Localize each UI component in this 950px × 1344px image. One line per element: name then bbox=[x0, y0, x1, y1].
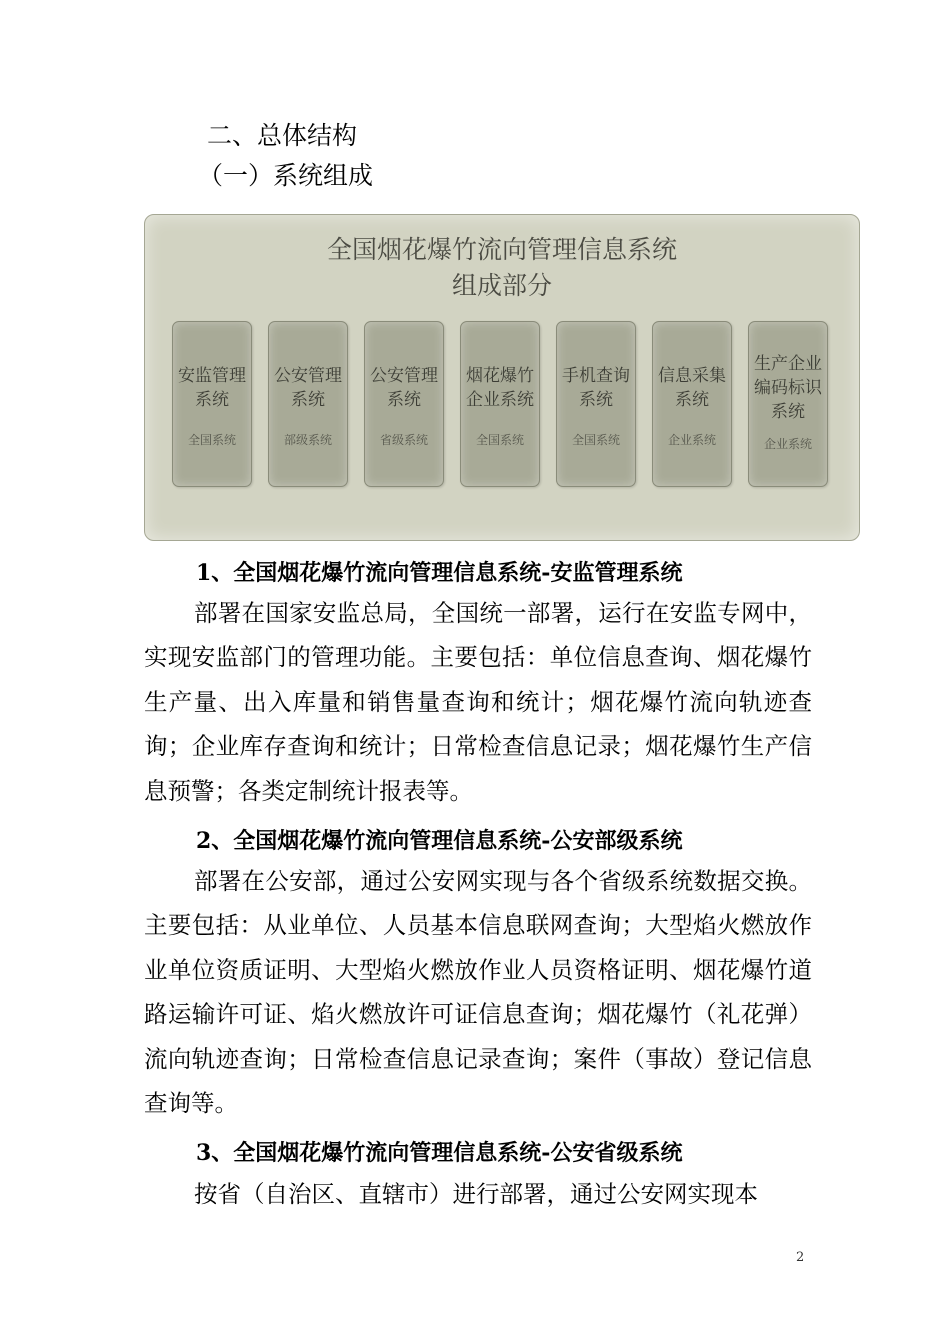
section-2-heading: 2、全国烟花爆竹流向管理信息系统-公安部级系统 bbox=[196, 828, 683, 854]
subsection-heading-system-composition: （一）系统组成 bbox=[198, 161, 374, 190]
diagram-box-subtitle: 全国系统 bbox=[187, 433, 236, 447]
system-composition-diagram bbox=[144, 214, 860, 541]
diagram-box-title: 公安管理 系统 bbox=[370, 366, 438, 410]
diagram-box-subtitle: 部级系统 bbox=[283, 433, 332, 447]
diagram-box-subtitle: 省级系统 bbox=[379, 433, 428, 447]
diagram-title-line1: 全国烟花爆竹流向管理信息系统 bbox=[326, 235, 677, 264]
diagram-box-title: 信息采集 系统 bbox=[658, 366, 726, 410]
diagram-box-info-collection bbox=[652, 321, 732, 487]
diagram-box-mobile-query bbox=[556, 321, 636, 487]
diagram-box-police-province bbox=[364, 321, 444, 487]
page-number: 2 bbox=[796, 1250, 805, 1265]
diagram-box-enterprise bbox=[460, 321, 540, 487]
diagram-title-line2: 组成部分 bbox=[451, 271, 552, 300]
diagram-box-title: 公安管理 系统 bbox=[274, 366, 342, 410]
diagram-box-police-ministry bbox=[268, 321, 348, 487]
diagram-box-subtitle: 企业系统 bbox=[763, 437, 812, 451]
diagram-box-title: 生产企业 编码标识 系统 bbox=[754, 354, 822, 422]
diagram-box-title: 手机查询 系统 bbox=[562, 366, 630, 410]
section-heading-overall-structure: 二、总体结构 bbox=[207, 121, 358, 150]
section-2-body: 部署在公安部，通过公安网实现与各个省级系统数据交换。主要包括：从业单位、人员基本信息联网查询；大型焰火燃放作业单位资质证明、大型焰火燃放作业人员资格证明、烟花爆竹道路运输许可证、焰火燃放许可证信息查询；烟花爆竹（礼花弹）流向轨迹查询；日常检查信息记录查询；案件（事故）登记信息查询等。 bbox=[144, 867, 812, 1118]
section-3-heading: 3、全国烟花爆竹流向管理信息系统-公安省级系统 bbox=[196, 1140, 683, 1166]
diagram-box-safety-supervision bbox=[172, 321, 252, 487]
diagram-box-subtitle: 全国系统 bbox=[475, 433, 524, 447]
diagram-box-coding-identification bbox=[748, 321, 828, 487]
diagram-box-subtitle: 全国系统 bbox=[571, 433, 620, 447]
section-3-body: 按省（自治区、直辖市）进行部署，通过公安网实现本 bbox=[194, 1180, 758, 1208]
diagram-box-title: 安监管理 系统 bbox=[178, 366, 246, 410]
section-1-heading: 1、全国烟花爆竹流向管理信息系统-安监管理系统 bbox=[196, 560, 683, 586]
diagram-box-subtitle: 企业系统 bbox=[667, 433, 716, 447]
section-1-body: 部署在国家安监总局，全国统一部署，运行在安监专网中，实现安监部门的管理功能。主要包括：单位信息查询、烟花爆竹生产量、出入库量和销售量查询和统计；烟花爆竹流向轨迹查询；企业库存查询和统计；日常检查信息记录；烟花爆竹生产信息预警；各类定制统计报表等。 bbox=[144, 599, 812, 805]
diagram-box-title: 烟花爆竹 企业系统 bbox=[466, 366, 534, 410]
